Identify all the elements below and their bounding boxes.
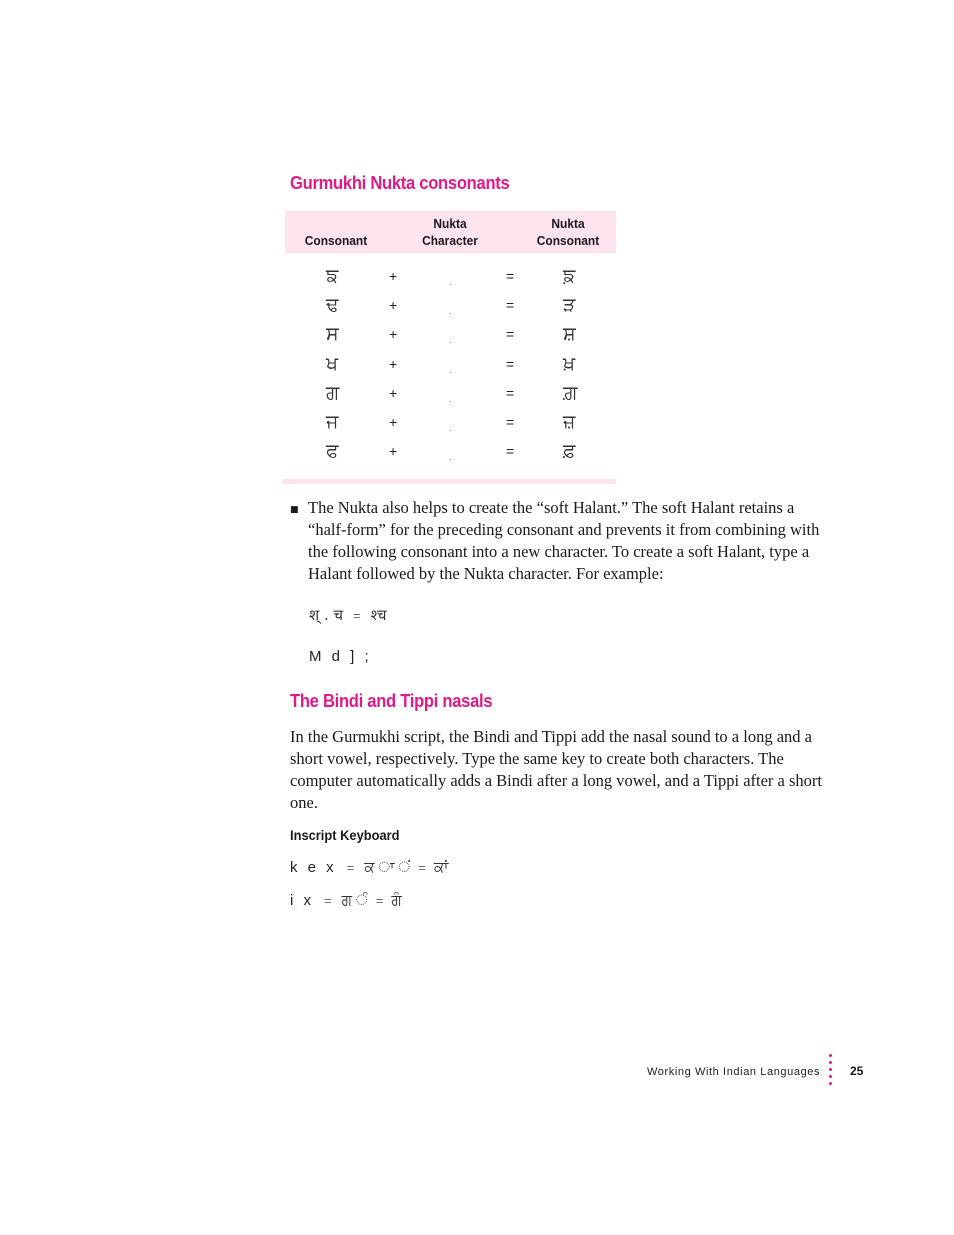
table-row — [285, 320, 616, 349]
consonant-cell: ਫ — [326, 440, 339, 463]
nukta-consonant-cell: ਗ਼ — [563, 381, 578, 404]
consonant-cell: ਙ — [326, 265, 339, 287]
inscript-example-1 — [290, 858, 448, 877]
nukta-consonant-cell: ਙ਼ — [563, 265, 576, 287]
example-1-equals-2: = — [418, 860, 426, 875]
consonant-cell: ਖ — [326, 352, 339, 375]
nukta-consonant-cell: ੜ — [563, 294, 576, 317]
table-row — [285, 408, 616, 437]
equals-sign: = — [506, 384, 515, 401]
page-number: 25 — [850, 1064, 864, 1078]
soft-halant-paragraph: The Nukta also helps to create the “soft Halant.” The soft Halant retains a “half-form” for the preceding consonant and prevents it from combining with the following consonant into a new character. To create a soft Halant, type a Halant followed by the Nukta character. For example: — [308, 498, 820, 583]
table-row — [285, 350, 616, 379]
equals-sign: = — [506, 443, 515, 460]
equals-sign: = — [506, 414, 515, 430]
consonant-cell: ਗ — [326, 381, 340, 404]
footer-chapter-title: Working With Indian Languages — [647, 1066, 821, 1078]
inscript-keyboard-subheading: Inscript Keyboard — [290, 827, 400, 843]
table-row — [285, 291, 616, 320]
example-result: श्च — [370, 606, 387, 624]
table-header — [285, 211, 616, 253]
consonant-cell: ਜ — [326, 411, 339, 433]
plus-sign: + — [389, 414, 398, 430]
consonant-cell: ਸ — [326, 323, 339, 346]
plus-sign: + — [389, 384, 398, 401]
example-1-keys: k e x — [290, 859, 337, 876]
example-1-equals: = — [346, 860, 355, 875]
equals-sign: = — [506, 355, 515, 372]
column-header-nukta-consonant: Nukta Consonant — [536, 216, 600, 248]
equals-sign: = — [506, 326, 515, 343]
plus-sign: + — [389, 443, 398, 460]
section-heading-bindi-tippi: The Bindi and Tippi nasals — [290, 691, 493, 711]
plus-sign: + — [389, 355, 398, 372]
nukta-character-cell: . — [449, 306, 452, 318]
consonant-cell: ਢ — [326, 294, 339, 317]
footer-dotted-divider — [829, 1054, 833, 1089]
nukta-character-cell: . — [449, 452, 452, 464]
nukta-consonant-cell: ਖ਼ — [563, 352, 576, 375]
inscript-example-2 — [290, 891, 402, 910]
equals-sign: = — [506, 297, 515, 314]
bindi-tippi-paragraph: In the Gurmukhi script, the Bindi and Tippi add the nasal sound to a long and a short vowel, respectively. Type the same key to create both characters. The computer automatically adds a Bindi after a long vowel, and a Tippi after a short one. — [290, 727, 822, 812]
nukta-consonant-cell: ਫ਼ — [563, 440, 576, 463]
nukta-character-cell: . — [449, 393, 452, 405]
example-2-equals-2: = — [375, 893, 384, 908]
table-row — [285, 437, 616, 466]
equals-sign: = — [506, 268, 515, 284]
column-header-consonant: Consonant — [304, 233, 368, 248]
example-2-keys: i x — [290, 892, 314, 909]
plus-sign: + — [389, 268, 398, 284]
nukta-character-cell: . — [449, 423, 452, 434]
example-2-glyphs: ਗ ੰ — [341, 891, 368, 909]
nukta-consonant-cell: ਜ਼ — [563, 411, 576, 433]
example-keys: M d ] ; — [309, 648, 372, 665]
bullet-marker: ■ — [290, 505, 299, 515]
example-1-result: ਕਾਂ — [433, 858, 449, 876]
nukta-character-cell: . — [449, 335, 452, 347]
example-2-equals: = — [324, 893, 332, 908]
column-header-nukta-character: Nukta Character — [422, 216, 478, 248]
example-equals: = — [353, 608, 361, 623]
nukta-character-cell: . — [449, 277, 452, 288]
nukta-character-cell: . — [449, 364, 452, 376]
example-glyphs: श् . च — [309, 606, 344, 624]
plus-sign: + — [389, 297, 398, 314]
plus-sign: + — [389, 326, 398, 343]
table-bottom-rule — [282, 479, 616, 484]
example-1-glyphs: ਕ ਾ ਂ — [364, 858, 411, 876]
section-heading-nukta: Gurmukhi Nukta consonants — [290, 173, 510, 193]
nukta-consonant-cell: ਸ਼ — [563, 323, 576, 346]
table-row — [285, 262, 616, 291]
table-row — [285, 379, 616, 408]
example-2-result: ਗੰ — [391, 891, 402, 909]
soft-halant-example — [309, 605, 387, 625]
